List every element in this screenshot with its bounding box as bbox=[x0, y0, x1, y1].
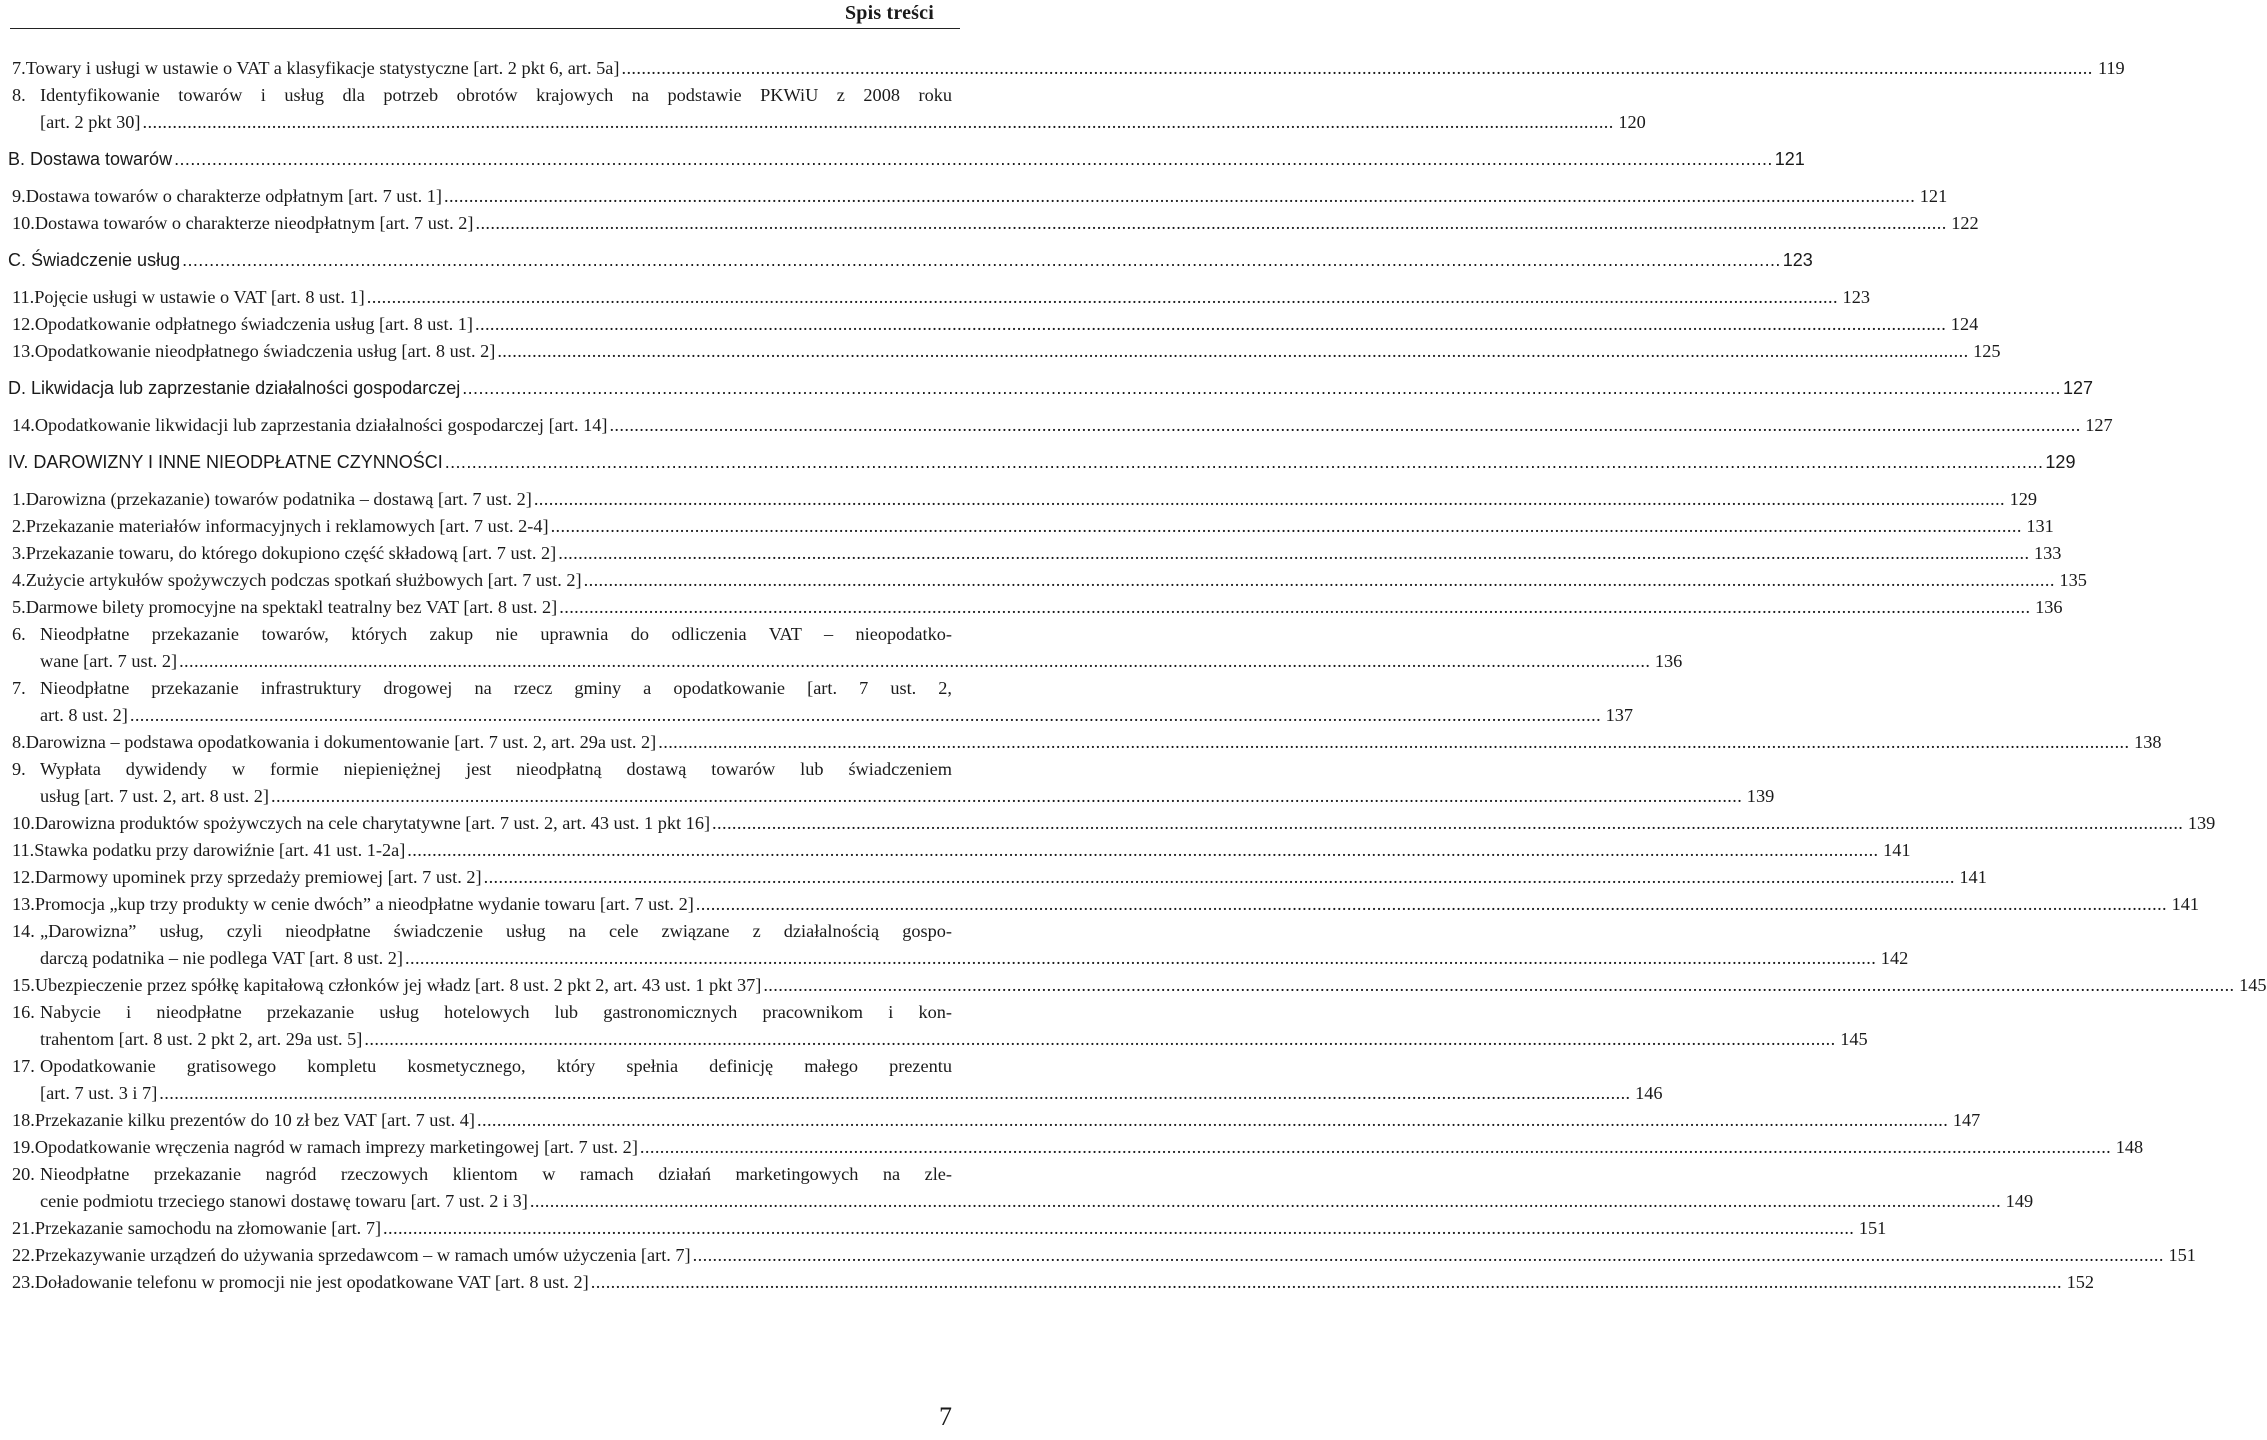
entry-title: Zużycie artykułów spożywczych podczas spotkań służbowych [art. 7 ust. 2] bbox=[25, 570, 582, 590]
entry-number: 11. bbox=[12, 287, 35, 307]
entry-title: Opodatkowanie likwidacji lub zaprzestania działalności gospodarczej [art. 14] bbox=[34, 415, 608, 435]
page-reference: 133 bbox=[2034, 543, 2062, 563]
entry-title: B. Dostawa towarów bbox=[8, 149, 173, 169]
page-reference: 123 bbox=[1782, 250, 1813, 270]
toc-entry[interactable] bbox=[12, 55, 2125, 82]
page-reference: 141 bbox=[1883, 840, 1911, 860]
page-reference: 136 bbox=[1654, 651, 1683, 671]
dot-leader bbox=[383, 1215, 1854, 1242]
dot-leader bbox=[621, 55, 2092, 82]
page-reference: 136 bbox=[2035, 597, 2063, 617]
dot-leader bbox=[364, 1026, 1835, 1053]
toc-entry[interactable] bbox=[12, 1053, 1663, 1107]
entry-number: 16. bbox=[12, 1002, 35, 1022]
entry-number: 3. bbox=[12, 543, 26, 563]
entry-number: 8. bbox=[12, 732, 26, 752]
page-reference: 139 bbox=[1746, 786, 1775, 806]
entry-title: Stawka podatku przy darowiźnie [art. 41 ust. 1-2a] bbox=[34, 840, 406, 860]
toc-entry[interactable] bbox=[12, 540, 2062, 567]
toc-entry[interactable] bbox=[12, 1269, 2094, 1296]
dot-leader bbox=[130, 702, 1601, 729]
dot-leader bbox=[444, 183, 1915, 210]
dot-leader bbox=[534, 486, 2005, 513]
page-reference: 135 bbox=[2059, 570, 2087, 590]
entry-number: 11. bbox=[12, 840, 35, 860]
entry-title: IV. DAROWIZNY I INNE NIEODPŁATNE CZYNNOŚCI bbox=[8, 452, 443, 472]
toc-part-heading[interactable] bbox=[8, 449, 2076, 476]
dot-leader bbox=[182, 247, 1781, 274]
toc-entry[interactable] bbox=[12, 1107, 1981, 1134]
page-reference: 131 bbox=[2026, 516, 2054, 536]
entry-spacer bbox=[0, 173, 960, 183]
page-reference: 139 bbox=[2187, 813, 2216, 833]
entry-title-line: Identyfikowanie towarów i usług dla potrzeb obrotów krajowych na podstawie PKWiU z 2008 roku bbox=[40, 85, 952, 105]
entry-number: 22. bbox=[12, 1245, 35, 1265]
entry-number: 9. bbox=[12, 759, 26, 779]
dot-leader bbox=[497, 338, 1968, 365]
entry-number: 1. bbox=[12, 489, 26, 509]
toc-entry[interactable] bbox=[12, 891, 2200, 918]
dot-leader bbox=[405, 945, 1876, 972]
dot-leader bbox=[159, 1080, 1630, 1107]
dot-leader bbox=[693, 1242, 2164, 1269]
entry-number: 2. bbox=[12, 516, 26, 536]
entry-number: 23. bbox=[12, 1272, 35, 1292]
toc-entry[interactable] bbox=[12, 210, 1979, 237]
page-reference: 141 bbox=[2171, 894, 2200, 914]
entry-title-line: Opodatkowanie gratisowego kompletu kosmetycznego, który spełnia definicję małego prezentu bbox=[40, 1056, 952, 1076]
toc-entry[interactable] bbox=[12, 810, 2216, 837]
entry-title: Darmowy upominek przy sprzedaży premiowej [art. 7 ust. 2] bbox=[34, 867, 482, 887]
toc-entry[interactable] bbox=[12, 513, 2054, 540]
dot-leader bbox=[696, 891, 2167, 918]
entry-title: Towary i usługi w ustawie o VAT a klasyfikacje statystyczne [art. 2 pkt 6, art. 5a] bbox=[25, 58, 620, 78]
entry-title: Przekazywanie urządzeń do używania sprzedawcom – w ramach umów użyczenia [art. 7] bbox=[34, 1245, 691, 1265]
dot-leader bbox=[174, 146, 1773, 173]
toc-entry[interactable] bbox=[12, 756, 1775, 810]
dot-leader bbox=[640, 1134, 2111, 1161]
page-reference: 127 bbox=[2085, 415, 2113, 435]
entry-spacer bbox=[0, 402, 960, 412]
entry-spacer bbox=[0, 274, 960, 284]
entry-title-line: Wypłata dywidendy w formie niepieniężnej jest nieodpłatną dostawą towarów lub świadczeniem bbox=[40, 759, 952, 779]
toc-entry[interactable] bbox=[12, 999, 1868, 1053]
entry-title: Darowizna – podstawa opodatkowania i dokumentowanie [art. 7 ust. 2, art. 29a ust. 2] bbox=[25, 732, 657, 752]
entry-title-line: Nieodpłatne przekazanie infrastruktury drogowej na rzecz gminy a opodatkowanie [art. 7 ust. 2, bbox=[40, 678, 952, 698]
entry-title: Promocja „kup trzy produkty w cenie dwóch” a nieodpłatne wydanie towaru [art. 7 ust. 2] bbox=[34, 894, 694, 914]
dot-leader bbox=[551, 513, 2022, 540]
entry-title: darczą podatnika – nie podlega VAT [art. 8 ust. 2] bbox=[40, 948, 403, 968]
entry-spacer bbox=[0, 136, 960, 146]
table-of-contents bbox=[0, 55, 2267, 1296]
page-reference: 122 bbox=[1951, 213, 1979, 233]
page-reference: 146 bbox=[1635, 1083, 1663, 1103]
page-reference: 137 bbox=[1605, 705, 1634, 725]
page-reference: 124 bbox=[1950, 314, 1979, 334]
entry-title: Darowizna produktów spożywczych na cele charytatywne [art. 7 ust. 2, art. 43 ust. 1 pkt 16] bbox=[34, 813, 711, 833]
entry-number: 10. bbox=[12, 813, 35, 833]
header-rule bbox=[10, 28, 960, 29]
entry-number: 12. bbox=[12, 314, 35, 334]
entry-number: 13. bbox=[12, 894, 35, 914]
entry-title: Darmowe bilety promocyjne na spektakl teatralny bez VAT [art. 8 ust. 2] bbox=[25, 597, 558, 617]
page-header bbox=[0, 0, 960, 36]
entry-number: 7. bbox=[12, 58, 26, 78]
dot-leader bbox=[367, 284, 1838, 311]
toc-section-heading[interactable] bbox=[8, 247, 1813, 274]
page-reference: 142 bbox=[1880, 948, 1909, 968]
toc-entry[interactable] bbox=[12, 311, 1979, 338]
toc-entry[interactable] bbox=[12, 338, 2001, 365]
page-reference: 125 bbox=[1973, 341, 2001, 361]
entry-title-line: Nabycie i nieodpłatne przekazanie usług hotelowych lub gastronomicznych pracownikom i kon- bbox=[40, 1002, 952, 1022]
page-reference: 145 bbox=[2239, 975, 2267, 995]
entry-number: 4. bbox=[12, 570, 26, 590]
page-reference: 152 bbox=[2066, 1272, 2094, 1292]
entry-title: Darowizna (przekazanie) towarów podatnika – dostawą [art. 7 ust. 2] bbox=[25, 489, 532, 509]
toc-entry[interactable] bbox=[12, 1161, 2034, 1215]
page-reference: 120 bbox=[1618, 112, 1646, 132]
toc-entry[interactable] bbox=[12, 594, 2063, 621]
entry-title: usług [art. 7 ust. 2, art. 8 ust. 2] bbox=[40, 786, 269, 806]
entry-number: 13. bbox=[12, 341, 35, 361]
page-reference: 127 bbox=[2062, 378, 2093, 398]
entry-title: Dostawa towarów o charakterze odpłatnym [art. 7 ust. 1] bbox=[25, 186, 442, 206]
dot-leader bbox=[143, 109, 1614, 136]
entry-title: Przekazanie kilku prezentów do 10 zł bez VAT [art. 7 ust. 4] bbox=[34, 1110, 476, 1130]
dot-leader bbox=[559, 594, 2030, 621]
toc-entry[interactable] bbox=[12, 918, 1909, 972]
page-reference: 151 bbox=[2168, 1245, 2196, 1265]
entry-title: cenie podmiotu trzeciego stanowi dostawę towaru [art. 7 ust. 2 i 3] bbox=[40, 1191, 528, 1211]
toc-entry[interactable] bbox=[12, 82, 1646, 136]
dot-leader bbox=[763, 972, 2234, 999]
entry-title: wane [art. 7 ust. 2] bbox=[40, 651, 178, 671]
entry-title: [art. 7 ust. 3 i 7] bbox=[40, 1083, 158, 1103]
page-reference: 148 bbox=[2115, 1137, 2144, 1157]
entry-title: Przekazanie samochodu na złomowanie [art. 7] bbox=[34, 1218, 382, 1238]
toc-entry[interactable] bbox=[12, 486, 2038, 513]
toc-entry[interactable] bbox=[12, 1242, 2196, 1269]
entry-number: 14. bbox=[12, 921, 35, 941]
entry-title: Pojęcie usługi w ustawie o VAT [art. 8 ust. 1] bbox=[34, 287, 365, 307]
entry-number: 17. bbox=[12, 1056, 35, 1076]
entry-title: Ubezpieczenie przez spółkę kapitałową członków jej władz [art. 8 ust. 2 pkt 2, art. 43 ust. 1 pkt 37] bbox=[34, 975, 762, 995]
dot-leader bbox=[445, 449, 2044, 476]
page-reference: 129 bbox=[2045, 452, 2076, 472]
entry-number: 8. bbox=[12, 85, 26, 105]
page-reference: 141 bbox=[1959, 867, 1987, 887]
page-reference: 138 bbox=[2134, 732, 2162, 752]
toc-section-heading[interactable] bbox=[8, 146, 1805, 173]
entry-title: Doładowanie telefonu w promocji nie jest opodatkowane VAT [art. 8 ust. 2] bbox=[34, 1272, 589, 1292]
entry-number: 19. bbox=[12, 1137, 35, 1157]
dot-leader bbox=[558, 540, 2029, 567]
page-number: 7 bbox=[939, 1402, 952, 1431]
toc-entry[interactable] bbox=[12, 675, 1634, 729]
dot-leader bbox=[658, 729, 2129, 756]
page-reference: 123 bbox=[1842, 287, 1870, 307]
entry-number: 21. bbox=[12, 1218, 35, 1238]
dot-leader bbox=[477, 1107, 1948, 1134]
dot-leader bbox=[609, 412, 2080, 439]
toc-entry[interactable] bbox=[12, 864, 1987, 891]
entry-number: 5. bbox=[12, 597, 26, 617]
toc-entry[interactable] bbox=[12, 729, 2162, 756]
entry-title: Dostawa towarów o charakterze nieodpłatnym [art. 7 ust. 2] bbox=[34, 213, 474, 233]
dot-leader bbox=[530, 1188, 2001, 1215]
entry-title: Przekazanie materiałów informacyjnych i reklamowych [art. 7 ust. 2-4] bbox=[25, 516, 549, 536]
entry-number: 12. bbox=[12, 867, 35, 887]
entry-title: Opodatkowanie nieodpłatnego świadczenia usług [art. 8 ust. 2] bbox=[34, 341, 496, 361]
entry-title: Opodatkowanie odpłatnego świadczenia usług [art. 8 ust. 1] bbox=[34, 314, 473, 334]
toc-entry[interactable] bbox=[12, 412, 2113, 439]
toc-entry[interactable] bbox=[12, 621, 1683, 675]
page-reference: 119 bbox=[2097, 58, 2125, 78]
page-reference: 121 bbox=[1919, 186, 1948, 206]
toc-section-heading[interactable] bbox=[8, 375, 2093, 402]
dot-leader bbox=[584, 567, 2055, 594]
entry-title: Opodatkowanie wręczenia nagród w ramach imprezy marketingowej [art. 7 ust. 2] bbox=[34, 1137, 638, 1157]
entry-spacer bbox=[0, 365, 960, 375]
dot-leader bbox=[407, 837, 1878, 864]
page-reference: 149 bbox=[2005, 1191, 2034, 1211]
toc-entry[interactable] bbox=[12, 1134, 2144, 1161]
entry-title: Przekazanie towaru, do którego dokupiono część składową [art. 7 ust. 2] bbox=[25, 543, 557, 563]
entry-number: 20. bbox=[12, 1164, 35, 1184]
entry-number: 10. bbox=[12, 213, 35, 233]
entry-spacer bbox=[0, 237, 960, 247]
toc-entry[interactable] bbox=[12, 1215, 1887, 1242]
page-reference: 129 bbox=[2009, 489, 2038, 509]
page-reference: 121 bbox=[1774, 149, 1805, 169]
page-reference: 145 bbox=[1840, 1029, 1868, 1049]
entry-title: trahentom [art. 8 ust. 2 pkt 2, art. 29a ust. 5] bbox=[40, 1029, 363, 1049]
entry-title: C. Świadczenie usług bbox=[8, 250, 181, 270]
page-reference: 147 bbox=[1952, 1110, 1981, 1130]
toc-entry[interactable] bbox=[12, 183, 1948, 210]
entry-number: 14. bbox=[12, 415, 35, 435]
toc-entry[interactable] bbox=[12, 972, 2267, 999]
dot-leader bbox=[179, 648, 1650, 675]
toc-entry[interactable] bbox=[12, 567, 2087, 594]
entry-title-line: „Darowizna” usług, czyli nieodpłatne świadczenie usług na cele związane z działalnością gospo- bbox=[40, 921, 952, 941]
dot-leader bbox=[591, 1269, 2062, 1296]
entry-title: D. Likwidacja lub zaprzestanie działalności gospodarczej bbox=[8, 378, 461, 398]
entry-number: 18. bbox=[12, 1110, 35, 1130]
entry-spacer bbox=[0, 476, 960, 486]
dot-leader bbox=[462, 375, 2061, 402]
dot-leader bbox=[475, 210, 1946, 237]
entry-title-line: Nieodpłatne przekazanie towarów, których zakup nie uprawnia do odliczenia VAT – nieopodatko- bbox=[40, 624, 952, 644]
entry-spacer bbox=[0, 439, 960, 449]
toc-entry[interactable] bbox=[12, 837, 1911, 864]
dot-leader bbox=[712, 810, 2183, 837]
page-reference: 151 bbox=[1858, 1218, 1887, 1238]
dot-leader bbox=[475, 311, 1946, 338]
toc-entry[interactable] bbox=[12, 284, 1870, 311]
dot-leader bbox=[484, 864, 1955, 891]
entry-number: 6. bbox=[12, 624, 26, 644]
running-title: Spis treści bbox=[844, 2, 934, 24]
dot-leader bbox=[271, 783, 1742, 810]
entry-title: art. 8 ust. 2] bbox=[40, 705, 128, 725]
entry-title-line: Nieodpłatne przekazanie nagród rzeczowych klientom w ramach działań marketingowych na zle- bbox=[40, 1164, 952, 1184]
entry-number: 7. bbox=[12, 678, 26, 698]
entry-title: [art. 2 pkt 30] bbox=[40, 112, 141, 132]
entry-number: 15. bbox=[12, 975, 35, 995]
entry-number: 9. bbox=[12, 186, 26, 206]
